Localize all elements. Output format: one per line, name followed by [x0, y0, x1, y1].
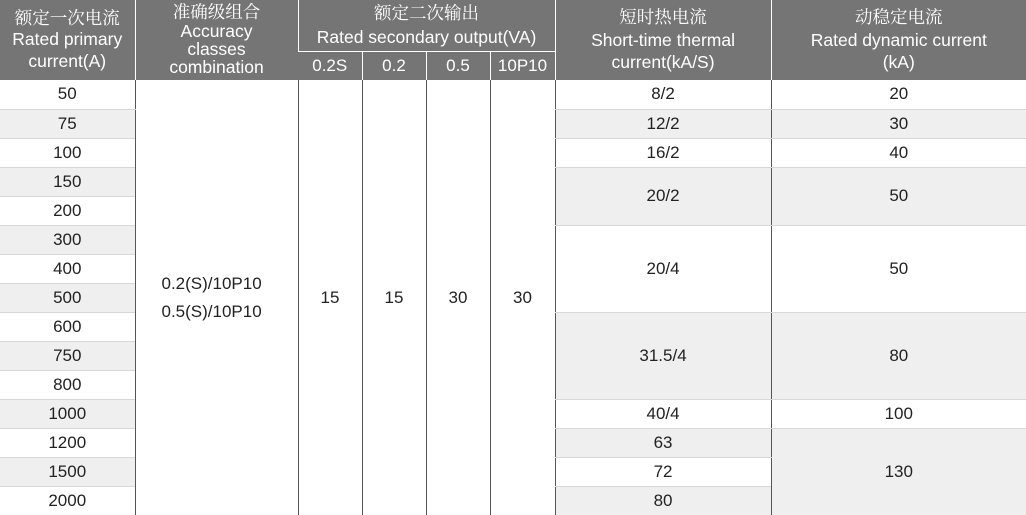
output-0-2-cell: 15 — [362, 80, 426, 515]
header-text: Accuracy — [180, 20, 253, 41]
header-secondary-output — [298, 0, 555, 51]
accuracy-combination-cell — [135, 80, 298, 515]
thermal-current-cell: 20/4 — [555, 225, 771, 312]
header-primary-current — [0, 0, 135, 80]
accuracy-combination-item: 0.5(S)/10P10 — [161, 301, 262, 321]
dynamic-current-cell: 100 — [771, 399, 1026, 428]
header-text: combination — [169, 57, 264, 78]
primary-current-cell: 800 — [0, 370, 135, 399]
thermal-current-cell: 20/2 — [555, 167, 771, 225]
header-thermal-current — [555, 0, 771, 80]
output-0-2s-cell: 15 — [298, 80, 362, 515]
primary-current-cell: 750 — [0, 341, 135, 370]
primary-current-cell: 2000 — [0, 486, 135, 515]
primary-current-cell: 1200 — [0, 428, 135, 457]
output-0-5-cell: 30 — [426, 80, 490, 515]
header-text: Rated secondary output(VA) — [316, 27, 537, 48]
thermal-current-cell: 16/2 — [555, 138, 771, 167]
primary-current-cell: 1500 — [0, 457, 135, 486]
dynamic-current-cell: 30 — [771, 109, 1026, 138]
thermal-current-cell: 80 — [555, 486, 771, 515]
primary-current-cell: 1000 — [0, 399, 135, 428]
table-body — [0, 80, 1026, 515]
header-output-0-2: 0.2 — [362, 51, 426, 80]
thermal-current-cell: 40/4 — [555, 399, 771, 428]
header-output-10p10: 10P10 — [490, 51, 555, 80]
header-text: 准确级组合 — [172, 2, 261, 23]
header-text: 动稳定电流 — [855, 7, 943, 28]
dynamic-current-cell: 40 — [771, 138, 1026, 167]
header-text: 额定一次电流 — [14, 8, 120, 29]
dynamic-current-cell: 130 — [771, 428, 1026, 515]
dynamic-current-cell: 80 — [771, 312, 1026, 399]
primary-current-cell: 150 — [0, 167, 135, 196]
primary-current-cell: 100 — [0, 138, 135, 167]
header-text: 额定二次输出 — [374, 2, 480, 23]
header-text: (kA) — [882, 52, 915, 73]
header-output-0-2s: 0.2S — [298, 51, 362, 80]
header-text: 短时热电流 — [619, 7, 707, 28]
thermal-current-cell: 31.5/4 — [555, 312, 771, 399]
primary-current-cell: 75 — [0, 109, 135, 138]
thermal-current-cell: 63 — [555, 428, 771, 457]
table-header — [0, 0, 1026, 80]
thermal-current-cell: 8/2 — [555, 80, 771, 109]
thermal-current-cell: 12/2 — [555, 109, 771, 138]
accuracy-combination-item: 0.2(S)/10P10 — [161, 273, 262, 293]
output-10p10-cell: 30 — [490, 80, 555, 515]
header-output-0-5: 0.5 — [426, 51, 490, 80]
header-accuracy — [135, 0, 298, 80]
thermal-current-cell: 72 — [555, 457, 771, 486]
header-text: Rated primary — [12, 28, 123, 49]
header-text: Rated dynamic current — [810, 29, 987, 50]
primary-current-cell: 400 — [0, 254, 135, 283]
dynamic-current-cell: 50 — [771, 167, 1026, 225]
primary-current-cell: 300 — [0, 225, 135, 254]
primary-current-cell: 50 — [0, 80, 135, 109]
header-dynamic-current — [771, 0, 1026, 80]
primary-current-cell: 200 — [0, 196, 135, 225]
dynamic-current-cell: 50 — [771, 225, 1026, 312]
primary-current-cell: 600 — [0, 312, 135, 341]
header-text: classes — [187, 39, 246, 59]
header-text: current(A) — [28, 51, 107, 72]
primary-current-cell: 500 — [0, 283, 135, 312]
header-text: current(kA/S) — [611, 52, 715, 73]
header-text: Short-time thermal — [591, 29, 735, 50]
dynamic-current-cell: 20 — [771, 80, 1026, 109]
